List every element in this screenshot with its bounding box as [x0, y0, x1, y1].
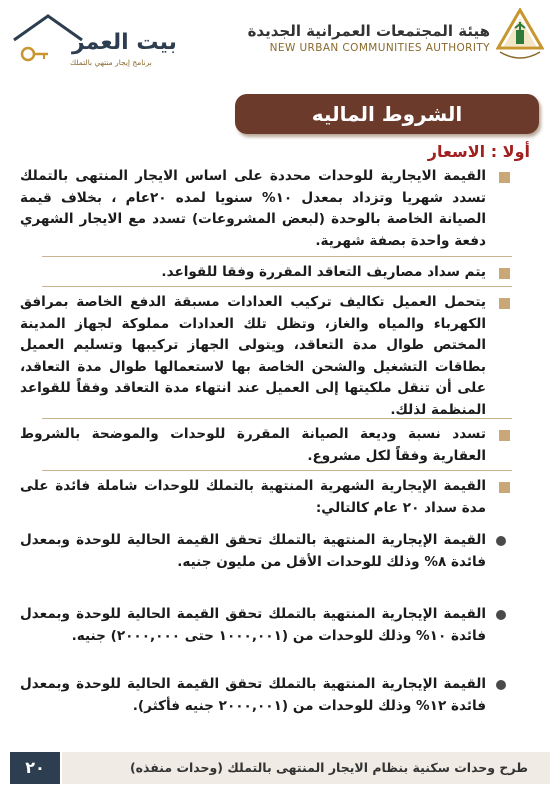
list-item: [20, 262, 510, 284]
paragraph-text: يتحمل العميل تكاليف تركيب العدادات مسبقة الدفع الخاصة بمرافق الكهرباء والمياه والغاز، وتظل تلك العدادات مملوكة لجهاز المدينة المختص طوال مدة التعاقد، ويتولى الجهاز تركيبها وتسليم العميل بطاقات التشغيل والشحن الخاصة بها لاستعمالها طوال مدة التعاقد، على أن تنقل ملكيتها إلى العميل عند انتهاء مدة التعاقد وفقاً للقواعد المنظمة لذلك.: [20, 294, 486, 418]
divider: [42, 418, 512, 419]
divider: [42, 256, 512, 257]
list-item: [20, 424, 510, 467]
page-header: [0, 0, 550, 82]
sub-item-text: القيمة الإيجارية المنتهية بالتملك تحقق القيمة الحالية للوحدة وبمعدل فائدة ١٠% وذلك للوحدات من (١٠٠٠,٠٠١ حتى ٢٠٠٠,٠٠٠) جنيه.: [20, 606, 486, 644]
page-footer: [0, 742, 550, 794]
authority-name-ar: هيئة المجتمعات العمرانية الجديدة: [247, 22, 490, 40]
paragraph-text: القيمة الإيجارية الشهرية المنتهية بالتملك للوحدات شاملة فائدة على مدة سداد ٢٠ عام كالتالي:: [20, 478, 486, 516]
list-item: [20, 292, 510, 421]
footer-text: طرح وحدات سكنية بنظام الايجار المنتهى بالتملك (وحدات منفذه): [129, 760, 528, 775]
nuca-emblem-icon: [496, 8, 544, 66]
divider: [42, 286, 512, 287]
page-number: ٢٠: [10, 752, 60, 784]
paragraph-text: تسدد نسبة وديعة الصيانة المقررة للوحدات والموضحة بالشروط العقارية وفقاً لكل مشروع.: [20, 426, 486, 464]
sub-list-item: [20, 674, 510, 717]
sub-item-text: القيمة الإيجارية المنتهية بالتملك تحقق القيمة الحالية للوحدة وبمعدل فائدة ٨% وذلك للوحدات الأقل من مليون جنيه.: [20, 532, 486, 570]
brand-name: بيت العمر: [72, 30, 177, 55]
authority-name: [248, 22, 490, 54]
sub-list-item: [20, 604, 510, 647]
sub-list-item: [20, 530, 510, 573]
brand-tagline: برنامج إيجار منتهي بالتملك: [70, 58, 152, 67]
divider: [42, 470, 512, 471]
paragraph-text: يتم سداد مصاريف التعاقد المقررة وفقا للقواعد.: [161, 264, 486, 280]
page-title: الشروط الماليه: [235, 94, 539, 134]
authority-name-en: NEW URBAN COMMUNITIES AUTHORITY: [269, 42, 490, 54]
section-heading: أولا : الاسعار: [427, 142, 530, 161]
list-item: [20, 476, 510, 519]
sub-item-text: القيمة الإيجارية المنتهية بالتملك تحقق القيمة الحالية للوحدة وبمعدل فائدة ١٢% وذلك للوحدات من (٢٠٠٠,٠٠١ جنيه فأكثر).: [20, 676, 486, 714]
paragraph-text: القيمة الايجارية للوحدات محددة على اساس الايجار المنتهى بالتملك تسدد شهريا وتزداد بمعدل ١٠% سنويا لمده ٢٠عام ، بخلاف قيمة الصيانة الخاصة بالوحدة (لبعض المشروعات) تسدد مع الايجار الشهري دفعة واحدة بصفة شهرية.: [20, 168, 486, 249]
list-item: [20, 166, 510, 252]
